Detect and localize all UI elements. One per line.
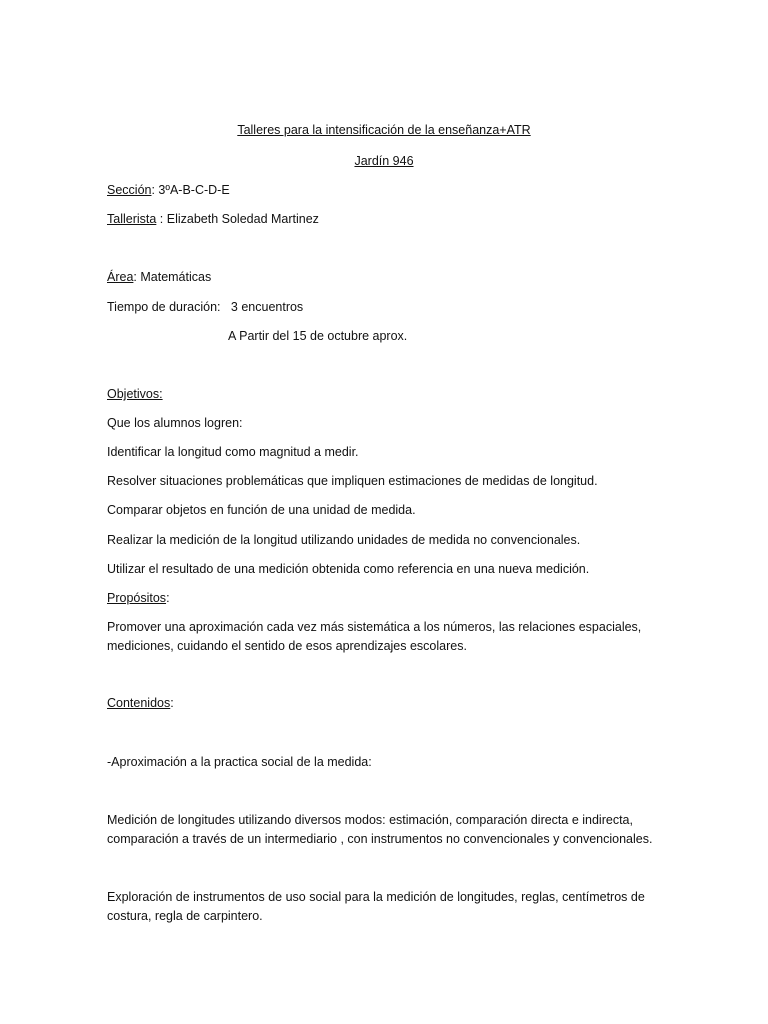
propositos-heading bbox=[107, 589, 170, 608]
tallerista-label: Tallerista bbox=[107, 212, 157, 226]
area-value: : Matemáticas bbox=[133, 270, 212, 284]
propositos-colon: : bbox=[166, 591, 170, 605]
contenidos-heading bbox=[107, 694, 174, 713]
objetivo-item: Comparar objetos en función de una unidad de medida. bbox=[107, 503, 416, 517]
objetivo-item: Identificar la longitud como magnitud a medir. bbox=[107, 445, 359, 459]
objetivos-heading: Objetivos: bbox=[107, 387, 163, 401]
contenido-paragraph: Medición de longitudes utilizando diversos modos: estimación, comparación directa e indirecta, comparación a través de un intermediario , con instrumentos no convencionales y convencionales. bbox=[107, 813, 653, 846]
area-line bbox=[107, 268, 211, 287]
propositos-label: Propósitos bbox=[107, 591, 167, 605]
area-label: Área bbox=[107, 270, 134, 284]
document-title: Talleres para la intensificación de la enseñanza+ATR bbox=[237, 123, 531, 137]
objetivo-item: Utilizar el resultado de una medición obtenida como referencia en una nueva medición. bbox=[107, 562, 590, 576]
objetivo-item: Realizar la medición de la longitud utilizando unidades de medida no convencionales. bbox=[107, 533, 581, 547]
propositos-paragraph: Promover una aproximación cada vez más sistemática a los números, las relaciones espaciales, mediciones, cuidando el sentido de esos aprendizajes escolares. bbox=[107, 620, 642, 653]
tallerista-line bbox=[107, 210, 319, 229]
seccion-label: Sección bbox=[107, 183, 152, 197]
objetivo-item: Resolver situaciones problemáticas que impliquen estimaciones de medidas de longitud. bbox=[107, 474, 598, 488]
contenido-paragraph: Exploración de instrumentos de uso social para la medición de longitudes, reglas, centímetros de costura, regla de carpintero. bbox=[107, 890, 645, 923]
fecha-line: A Partir del 15 de octubre aprox. bbox=[228, 329, 408, 343]
contenido-item: -Aproximación a la practica social de la medida: bbox=[107, 755, 372, 769]
contenidos-colon: : bbox=[170, 696, 174, 710]
tiempo-line: Tiempo de duración: 3 encuentros bbox=[107, 300, 304, 314]
contenidos-label: Contenidos bbox=[107, 696, 171, 710]
tallerista-value: : Elizabeth Soledad Martinez bbox=[156, 212, 319, 226]
document-subtitle: Jardín 946 bbox=[354, 154, 414, 168]
seccion-line bbox=[107, 181, 230, 200]
objetivos-intro: Que los alumnos logren: bbox=[107, 416, 243, 430]
seccion-value: : 3ºA-B-C-D-E bbox=[151, 183, 230, 197]
